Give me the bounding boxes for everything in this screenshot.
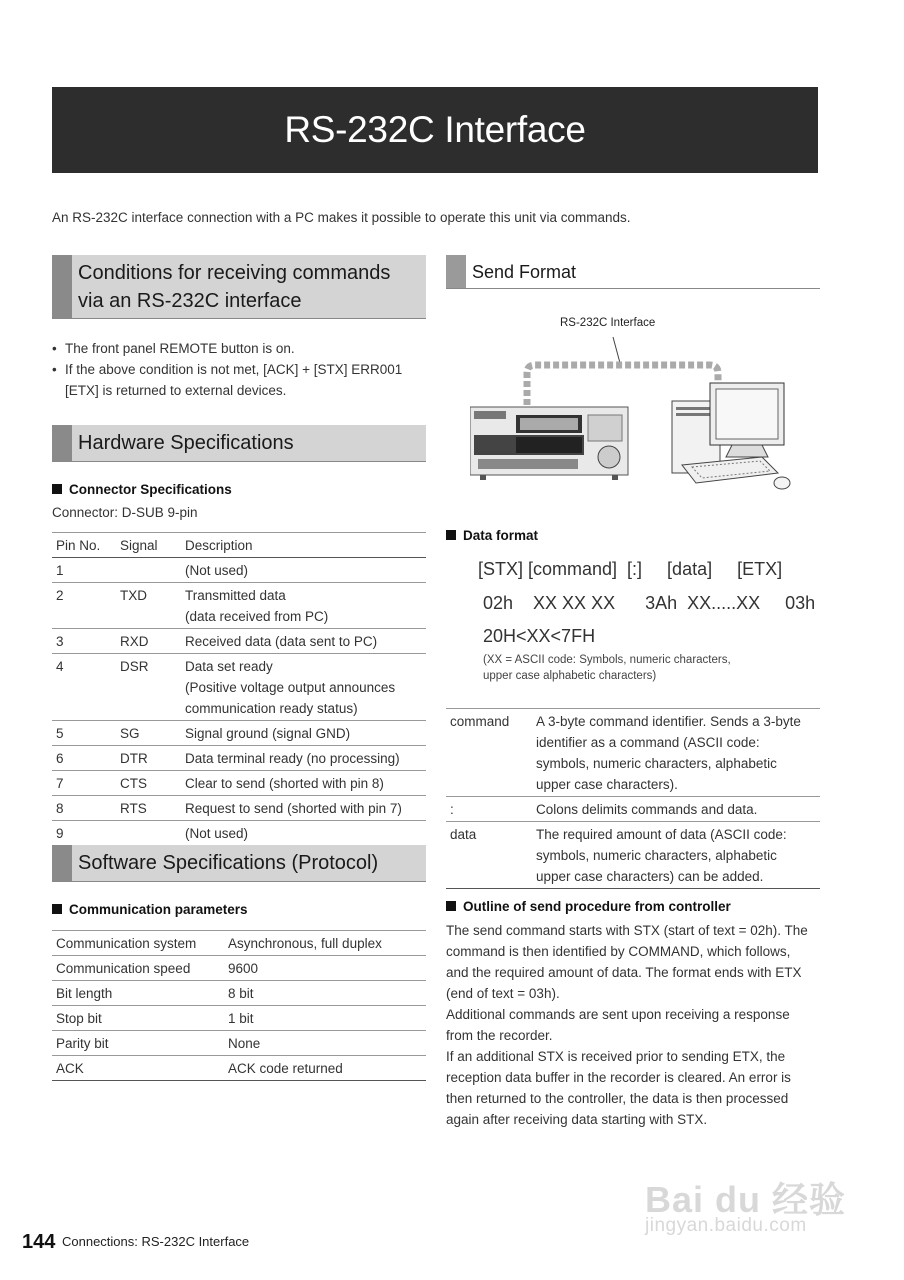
table-cell: DTR	[116, 746, 181, 771]
page-title: RS-232C Interface	[52, 87, 818, 173]
table-cell	[181, 796, 426, 821]
table-row	[52, 771, 426, 796]
heading-tab	[52, 255, 72, 318]
data-format-subheading: Data format	[446, 528, 538, 543]
table-row	[52, 931, 426, 956]
outline-subheading: Outline of send procedure from controller	[446, 899, 731, 914]
square-bullet-icon	[446, 901, 456, 911]
table-cell	[181, 821, 426, 846]
rs232-cable	[527, 365, 718, 405]
params-subheading: Communication parameters	[52, 902, 248, 917]
table-cell: Communication speed	[52, 956, 224, 981]
table-row	[52, 981, 426, 1006]
heading-tab	[52, 425, 72, 461]
table-cell	[181, 583, 426, 629]
table-cell	[116, 558, 181, 583]
label-pointer	[613, 337, 620, 363]
table-cell: 1	[52, 558, 116, 583]
paragraph-line: command is then identified by COMMAND, which follows,	[446, 944, 791, 959]
table-cell: RTS	[116, 796, 181, 821]
table-row	[52, 746, 426, 771]
cell-line: Received data (data sent to PC)	[185, 634, 378, 649]
table-cell: Communication system	[52, 931, 224, 956]
table-cell: Parity bit	[52, 1031, 224, 1056]
format-note	[483, 652, 731, 684]
heading-line: Conditions for receiving commands	[78, 261, 391, 284]
cell-line: Transmitted data	[185, 588, 286, 603]
paragraph-line: again after receiving data starting with STX.	[446, 1112, 708, 1127]
heading-text: Hardware Specifications	[78, 432, 294, 454]
paragraph-line: then returned to the controller, the data is then processed	[446, 1091, 789, 1106]
table-cell: 3	[52, 629, 116, 654]
table-cell: 5	[52, 721, 116, 746]
paragraph-line: The send command starts with STX (start of text = 02h). The	[446, 923, 808, 938]
table-row	[52, 583, 426, 629]
table-cell	[181, 558, 426, 583]
table-cell: ACK code returned	[224, 1056, 426, 1081]
paragraph-line: and the required amount of data. The format ends with ETX	[446, 965, 802, 980]
cell-line: Colons delimits commands and data.	[536, 802, 758, 817]
connector-subheading: Connector Specifications	[52, 482, 232, 497]
cell-line: upper case characters).	[536, 777, 678, 792]
note-line: (XX = ASCII code: Symbols, numeric characters,	[483, 654, 731, 666]
watermark-logo: Bai du 经验	[645, 1179, 847, 1220]
table-row	[52, 558, 426, 583]
computer-icon	[672, 383, 790, 489]
table-cell: 6	[52, 746, 116, 771]
table-cell: :	[446, 797, 532, 822]
table-cell: CTS	[116, 771, 181, 796]
cell-line: A 3-byte command identifier. Sends a 3-byte	[536, 714, 801, 729]
note-line: upper case alphabetic characters)	[483, 670, 657, 682]
pin-table	[52, 532, 426, 846]
table-row	[52, 956, 426, 981]
heading-text: Software Specifications (Protocol)	[78, 852, 379, 874]
conditions-heading	[52, 255, 426, 319]
cell-line: Data set ready	[185, 659, 273, 674]
paragraph-line: If an additional STX is received prior to sending ETX, the	[446, 1049, 786, 1064]
outline-paragraph	[446, 920, 818, 1130]
intro-text: An RS-232C interface connection with a PC makes it possible to operate this unit via commands.	[52, 210, 631, 225]
table-cell	[181, 629, 426, 654]
cell-line: Data terminal ready (no processing)	[185, 751, 400, 766]
table-row	[52, 1031, 426, 1056]
table-cell	[532, 709, 820, 797]
cell-line: Clear to send (shorted with pin 8)	[185, 776, 384, 791]
table-cell: None	[224, 1031, 426, 1056]
table-row	[446, 709, 820, 797]
table-cell	[532, 797, 820, 822]
format-line: 20H<XX<7FH	[478, 626, 596, 646]
table-cell	[532, 822, 820, 889]
list-item: • If the above condition is not met, [ACK] + [STX] ERR001	[52, 359, 422, 380]
table-cell: ACK	[52, 1056, 224, 1081]
table-cell: Stop bit	[52, 1006, 224, 1031]
table-row	[52, 796, 426, 821]
table-cell: RXD	[116, 629, 181, 654]
cell-line: The required amount of data (ASCII code:	[536, 827, 787, 842]
cell-line: Signal ground (signal GND)	[185, 726, 351, 741]
heading-tab	[52, 845, 72, 881]
table-cell: 8 bit	[224, 981, 426, 1006]
connection-diagram	[470, 315, 820, 495]
table-cell: 8	[52, 796, 116, 821]
format-table	[446, 708, 820, 889]
column-header: Signal	[116, 533, 181, 558]
table-cell: 7	[52, 771, 116, 796]
watermark-url: jingyan.baidu.com	[645, 1215, 807, 1236]
list-item: • The front panel REMOTE button is on.	[52, 338, 422, 359]
square-bullet-icon	[52, 904, 62, 914]
heading-text: Send Format	[472, 261, 577, 282]
table-cell	[181, 771, 426, 796]
heading-line: via an RS-232C interface	[78, 289, 302, 312]
connector-line: Connector: D-SUB 9-pin	[52, 505, 198, 520]
cell-line: identifier as a command (ASCII code:	[536, 735, 760, 750]
cell-line: symbols, numeric characters, alphabetic	[536, 848, 777, 863]
list-item-continuation: [ETX] is returned to external devices.	[65, 383, 287, 398]
column-header: Pin No.	[52, 533, 116, 558]
table-row	[52, 1056, 426, 1081]
recorder-icon	[470, 407, 628, 480]
column-header: Description	[181, 533, 426, 558]
table-row	[446, 797, 820, 822]
table-cell: DSR	[116, 654, 181, 721]
cell-line: communication ready status)	[185, 701, 358, 716]
cell-line: upper case characters) can be added.	[536, 869, 764, 884]
table-cell: 2	[52, 583, 116, 629]
software-heading	[52, 845, 426, 882]
heading-tab	[446, 255, 466, 288]
page-number: 144	[22, 1231, 56, 1253]
send-format-heading	[446, 255, 820, 289]
square-bullet-icon	[52, 484, 62, 494]
table-cell: TXD	[116, 583, 181, 629]
paragraph-line: reception data buffer in the recorder is cleared. An error is	[446, 1070, 791, 1085]
table-row	[52, 821, 426, 846]
cell-line: (Not used)	[185, 826, 249, 841]
table-row	[52, 654, 426, 721]
table-cell	[116, 821, 181, 846]
square-bullet-icon	[446, 530, 456, 540]
table-cell: 1 bit	[224, 1006, 426, 1031]
table-cell: 4	[52, 654, 116, 721]
table-cell	[181, 654, 426, 721]
table-cell: 9	[52, 821, 116, 846]
paragraph-line: (end of text = 03h).	[446, 986, 560, 1001]
params-table	[52, 930, 426, 1081]
table-cell: command	[446, 709, 532, 797]
hardware-heading	[52, 425, 426, 462]
table-header-row	[52, 533, 426, 558]
table-cell: Asynchronous, full duplex	[224, 931, 426, 956]
conditions-list	[52, 338, 422, 401]
diagram-label: RS-232C Interface	[560, 317, 656, 329]
cell-line: Request to send (shorted with pin 7)	[185, 801, 402, 816]
table-row	[52, 721, 426, 746]
table-cell: SG	[116, 721, 181, 746]
format-line: 02h XX XX XX 3Ah XX.....XX 03h	[478, 593, 816, 613]
cell-line: (Not used)	[185, 563, 249, 578]
table-cell	[181, 746, 426, 771]
table-cell: data	[446, 822, 532, 889]
table-cell: Bit length	[52, 981, 224, 1006]
paragraph-line: Additional commands are sent upon receiving a response	[446, 1007, 790, 1022]
table-row	[446, 822, 820, 889]
footer-section: Connections: RS-232C Interface	[62, 1234, 250, 1249]
cell-line: symbols, numeric characters, alphabetic	[536, 756, 777, 771]
table-row	[52, 629, 426, 654]
cell-line: (data received from PC)	[185, 609, 329, 624]
cell-line: (Positive voltage output announces	[185, 680, 396, 695]
paragraph-line: from the recorder.	[446, 1028, 553, 1043]
table-row	[52, 1006, 426, 1031]
table-cell: 9600	[224, 956, 426, 981]
format-line: [STX] [command] [:] [data] [ETX]	[478, 559, 783, 579]
table-cell	[181, 721, 426, 746]
